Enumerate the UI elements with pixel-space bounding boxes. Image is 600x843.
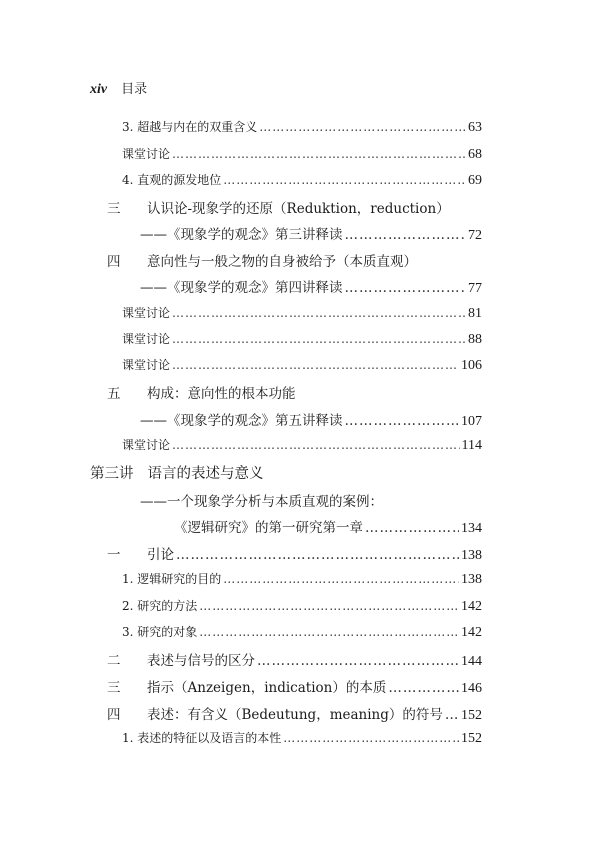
toc-section-heading[interactable] <box>107 382 296 402</box>
toc-entry-label: 课堂讨论 <box>122 147 171 161</box>
toc-entry[interactable] <box>122 145 482 163</box>
toc-entry-label: 引论 <box>147 547 174 563</box>
toc-entry-label: 1. 表述的特征以及语言的本性 <box>122 731 282 745</box>
toc-entry-label: ——《现象学的观念》第五讲释读 <box>140 413 343 429</box>
toc-entry-page: 152 <box>461 708 482 723</box>
lecture-number: 第三讲 <box>90 466 134 482</box>
toc-entry-page: 142 <box>461 625 482 640</box>
toc-entry-page: 81 <box>468 306 482 321</box>
toc-entry-label: ——《现象学的观念》第四讲释读 <box>140 280 343 296</box>
toc-entry-page: 68 <box>468 147 482 162</box>
toc-entry-page: 63 <box>468 120 482 135</box>
toc-entry-label: 语言的表述与意义 <box>147 466 264 482</box>
leader-dots <box>283 731 459 745</box>
toc-entry[interactable] <box>122 118 482 136</box>
page-header <box>90 78 147 98</box>
toc-entry-page: 106 <box>461 358 482 373</box>
toc-entry[interactable] <box>107 676 482 697</box>
toc-entry[interactable] <box>122 304 482 322</box>
toc-entry-label: 4. 直观的源发地位 <box>122 173 222 187</box>
toc-entry-page: 77 <box>468 281 482 296</box>
running-title: 目录 <box>121 82 148 97</box>
toc-entry-page: 146 <box>461 681 482 696</box>
leader-dots <box>345 227 467 243</box>
section-number: 四 <box>107 707 121 723</box>
leader-dots <box>223 572 459 586</box>
toc-entry-label: 认识论-现象学的还原（Reduktion，reduction） <box>147 201 450 217</box>
section-number: 五 <box>107 386 121 402</box>
leader-dots <box>172 332 466 346</box>
toc-entry[interactable] <box>140 223 482 244</box>
toc-entry-label: 课堂讨论 <box>122 438 171 452</box>
toc-entry-label: 意向性与一般之物的自身被给予（本质直观） <box>147 254 417 270</box>
leader-dots <box>365 520 459 536</box>
toc-entry-label: 课堂讨论 <box>122 306 171 320</box>
toc-entry[interactable] <box>140 276 482 297</box>
toc-entry-label: 指示（Anzeigen，indication）的本质 <box>147 680 387 696</box>
leader-dots <box>257 653 459 669</box>
section-number: 二 <box>107 653 121 669</box>
leader-dots <box>445 707 459 723</box>
toc-entry[interactable] <box>107 649 482 670</box>
toc-entry-label: 2. 研究的方法 <box>122 599 198 613</box>
leader-dots <box>388 680 459 696</box>
toc-section-heading[interactable] <box>107 197 450 217</box>
toc-subtitle <box>140 490 383 510</box>
leader-dots <box>176 547 459 563</box>
toc-entry[interactable] <box>122 729 482 747</box>
leader-dots <box>172 306 466 320</box>
toc-entry[interactable] <box>122 330 482 348</box>
toc-entry-label: 课堂讨论 <box>122 332 171 346</box>
toc-lecture-heading[interactable] <box>90 462 264 483</box>
toc-entry-label: ——一个现象学分析与本质直观的案例： <box>140 494 383 510</box>
leader-dots <box>223 173 466 187</box>
section-number: 四 <box>107 254 121 270</box>
toc-entry[interactable] <box>122 597 482 615</box>
toc-entry[interactable] <box>122 171 482 189</box>
toc-entry-label: ——《现象学的观念》第三讲释读 <box>140 227 343 243</box>
toc-entry[interactable] <box>140 409 482 430</box>
toc-entry-label: 表述与信号的区分 <box>147 653 255 669</box>
toc-entry-page: 72 <box>468 228 482 243</box>
toc-entry[interactable] <box>174 516 482 537</box>
toc-entry-page: 69 <box>468 173 482 188</box>
section-number: 一 <box>107 547 121 563</box>
page-number: xiv <box>90 82 108 97</box>
toc-entry[interactable] <box>107 543 482 564</box>
leader-dots <box>172 438 460 452</box>
toc-entry-page: 144 <box>461 654 482 669</box>
section-number: 三 <box>107 201 121 217</box>
toc-entry-page: 134 <box>461 521 482 536</box>
leader-dots <box>199 599 459 613</box>
toc-entry-label: 表述：有含义（Bedeutung，meaning）的符号 <box>147 707 443 723</box>
toc-entry-label: 1. 逻辑研究的目的 <box>122 572 222 586</box>
toc-entry-page: 138 <box>461 572 482 587</box>
toc-section-heading[interactable] <box>107 250 417 270</box>
toc-entry[interactable] <box>122 570 482 588</box>
toc-entry-page: 142 <box>461 599 482 614</box>
section-number: 三 <box>107 680 121 696</box>
toc-entry-page: 138 <box>461 548 482 563</box>
toc-entry-label: 3. 超越与内在的双重含义 <box>122 120 258 134</box>
toc-entry[interactable] <box>122 436 482 454</box>
toc-entry[interactable] <box>122 623 482 641</box>
toc-entry[interactable] <box>107 703 482 724</box>
toc-entry-page: 88 <box>468 332 482 347</box>
toc-entry-page: 114 <box>461 438 482 453</box>
toc-entry[interactable] <box>122 356 482 374</box>
leader-dots <box>172 147 466 161</box>
leader-dots <box>199 625 459 639</box>
toc-entry-page: 107 <box>461 414 482 429</box>
leader-dots <box>172 358 459 372</box>
leader-dots <box>345 280 467 296</box>
leader-dots <box>259 120 466 134</box>
toc-entry-label: 《逻辑研究》的第一研究第一章 <box>174 520 363 536</box>
toc-entry-label: 课堂讨论 <box>122 358 171 372</box>
toc-entry-label: 3. 研究的对象 <box>122 625 198 639</box>
toc-entry-page: 152 <box>461 731 482 746</box>
leader-dots <box>345 413 460 429</box>
toc-entry-label: 构成：意向性的根本功能 <box>147 386 296 402</box>
